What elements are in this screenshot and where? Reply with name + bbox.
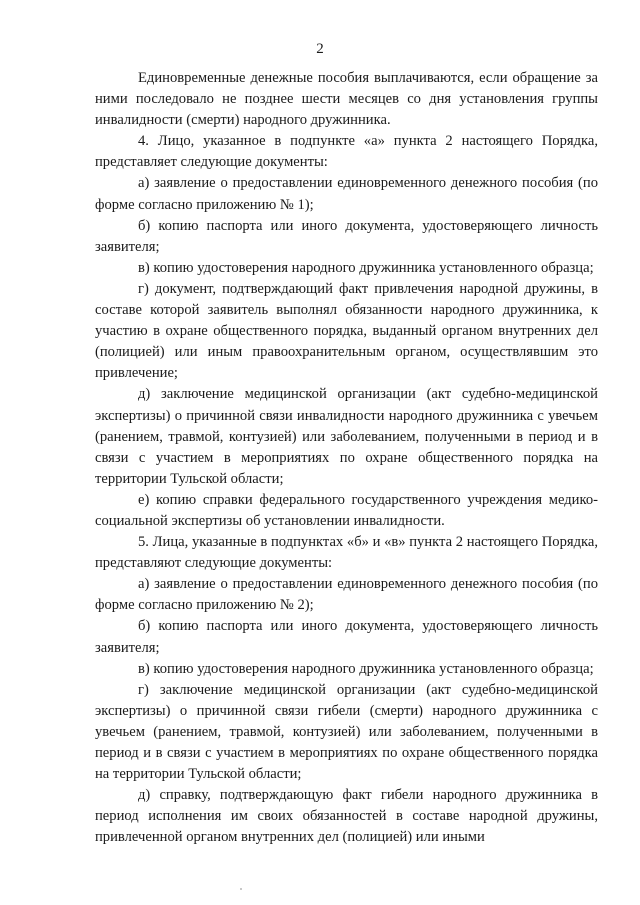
paragraph-intro: Единовременные денежные пособия выплачиваются, если обращение за ними последовало не позднее шести месяцев со дня установления группы инвалидности (смерти) народного дружинника.	[95, 70, 598, 129]
paragraph-4a: а) заявление о предоставлении единовременного денежного пособия (по форме согласно приложению № 1);	[95, 175, 598, 213]
paragraph-4b: б) копию паспорта или иного документа, удостоверяющего личность заявителя;	[95, 217, 598, 255]
paragraph-5d: д) справку, подтверждающую факт гибели народного дружинника в период исполнения им своих обязанностей в составе народной дружины, привлеченной органом внутренних дел (полицией) или иными	[95, 787, 598, 846]
paragraph-5g: г) заключение медицинской организации (акт судебно-медицинской экспертизы) о причинной связи гибели (смерти) народного дружинника с увечьем (ранением, травмой, контузией) или заболеванием, полученными в период и в связи с участием в мероприятиях по охране общественного порядка на территории Тульской области;	[95, 681, 598, 783]
scan-speck	[240, 888, 242, 890]
paragraph-4e: е) копию справки федерального государственного учреждения медико-социальной экспертизы об установлении инвалидности.	[95, 491, 598, 529]
paragraph-4g: г) документ, подтверждающий факт привлечения народной дружины, в составе которой заявитель выполнял обязанности народного дружинника, к участию в охране общественного порядка, выданный органом внутренних дел (полицией) или иным правоохранительным органом, осуществлявшим это привлечение;	[95, 280, 598, 382]
paragraph-4d: д) заключение медицинской организации (акт судебно-медицинской экспертизы) о причинной связи инвалидности народного дружинника с увечьем (ранением, травмой, контузией) или заболеванием, полученными в период и в связи с участием в мероприятиях по охране общественного порядка на территории Тульской области;	[95, 386, 598, 487]
paragraph-5b: б) копию паспорта или иного документа, удостоверяющего личность заявителя;	[95, 618, 598, 656]
paragraph-4v: в) копию удостоверения народного дружинника установленного образца;	[138, 259, 594, 276]
paragraph-5v: в) копию удостоверения народного дружинника установленного образца;	[138, 660, 594, 677]
paragraph-item-4: 4. Лицо, указанное в подпункте «а» пункта 2 настоящего Порядка, представляет следующие документы:	[95, 133, 598, 171]
page-number: 2	[316, 41, 324, 57]
paragraph-5a: а) заявление о предоставлении единовременного денежного пособия (по форме согласно приложению № 2);	[95, 576, 598, 614]
paragraph-item-5: 5. Лица, указанные в подпунктах «б» и «в» пункта 2 настоящего Порядка, представляют следующие документы:	[95, 534, 598, 572]
document-body	[95, 68, 598, 848]
